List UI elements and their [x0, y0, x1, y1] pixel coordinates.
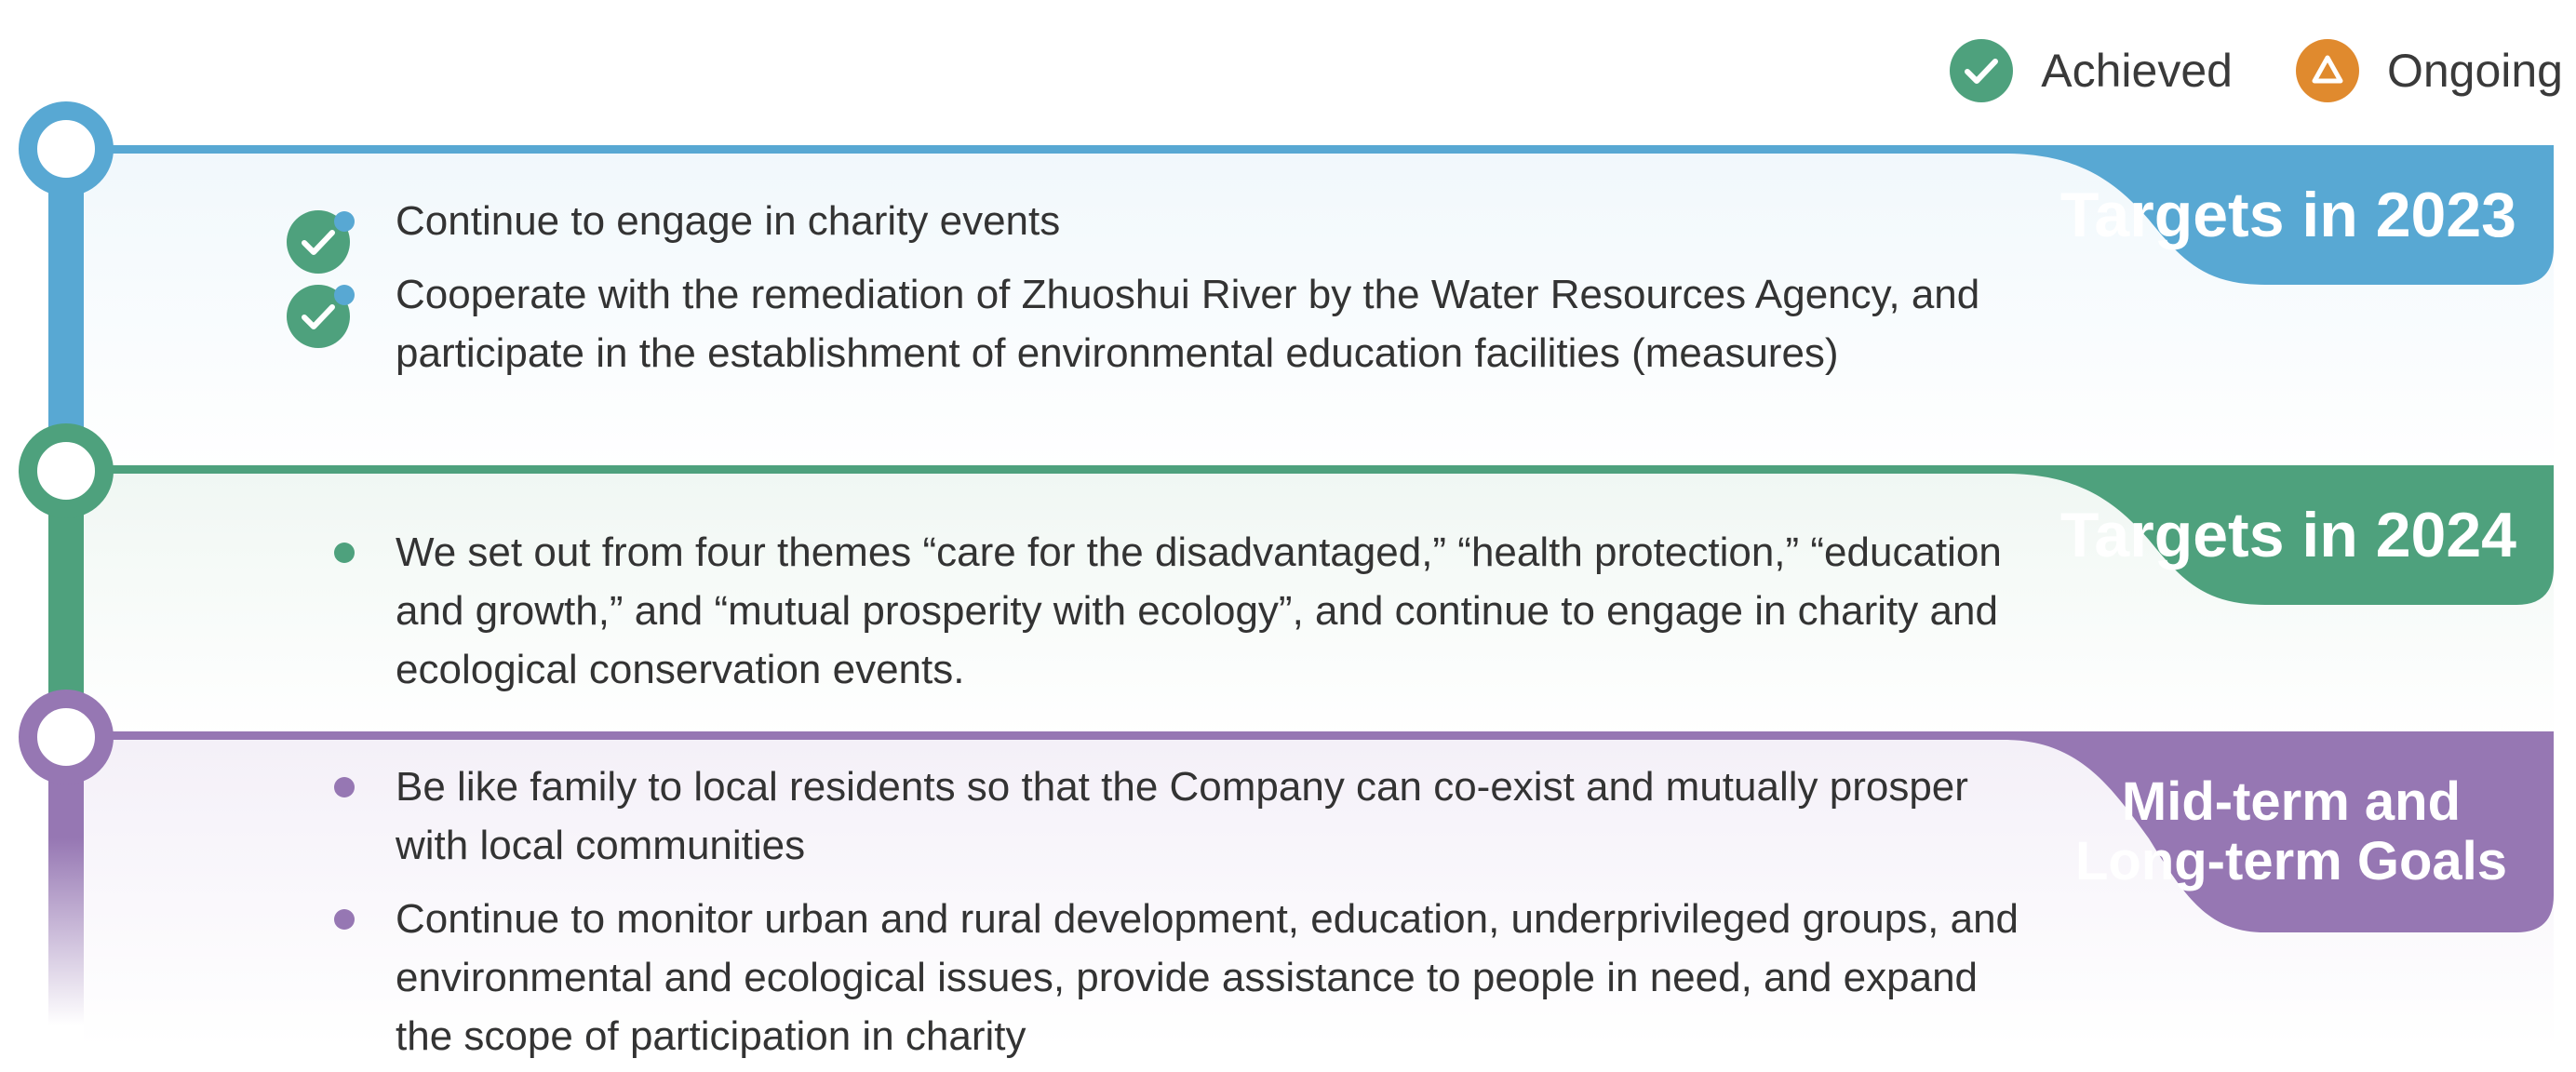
section-2024 — [84, 465, 2554, 737]
triangle-circle-icon — [2296, 39, 2359, 102]
list-item-text: Continue to engage in charity events — [396, 198, 1061, 244]
list-item — [396, 192, 2099, 250]
bullet-dot — [334, 777, 355, 797]
list-item — [396, 265, 2099, 382]
section-midterm-list — [396, 757, 2033, 1065]
list-item — [396, 890, 2033, 1065]
section-midterm-title — [2075, 772, 2507, 891]
legend-label-achieved: Achieved — [2041, 45, 2233, 97]
list-item-text: We set out from four themes “care for the disadvantaged,” “health protection,” “education and growth,” and “mutual prosperity with ecology”, and continue to engage in charity and ecological conservation events. — [396, 529, 2002, 692]
list-item — [396, 757, 2033, 875]
legend — [1886, 37, 2563, 104]
section-2024-title: Targets in 2024 — [2059, 500, 2516, 570]
check-circle-icon — [1950, 39, 2013, 102]
timeline-node-midterm — [19, 690, 114, 784]
list-item-text: Cooperate with the remediation of Zhuoshui River by the Water Resources Agency, and participate in the establishment of environmental education facilities (measures) — [396, 272, 1980, 376]
timeline-node-2023 — [19, 101, 114, 196]
section-midterm-title-line2: Long-term Goals — [2074, 830, 2507, 891]
section-2023-title: Targets in 2023 — [2059, 180, 2516, 250]
legend-item-ongoing — [2296, 39, 2563, 102]
timeline-node-2024 — [19, 423, 114, 518]
bullet-dot — [334, 909, 355, 930]
bullet-dot — [334, 285, 355, 305]
bullet-dot — [334, 543, 355, 563]
section-2024-list — [396, 523, 2052, 699]
section-midterm — [84, 731, 2554, 1059]
legend-item-achieved — [1950, 39, 2233, 102]
list-item — [396, 523, 2052, 699]
list-item-text: Be like family to local residents so that the Company can co-exist and mutually prosper with local communities — [396, 764, 1968, 868]
section-midterm-title-line1: Mid-term and — [2121, 771, 2462, 832]
section-2023-list — [396, 192, 2099, 382]
list-item-text: Continue to monitor urban and rural development, education, underprivileged groups, and environmental and ecological issues, provide assistance to people in need, and expand the scope of participation in charity — [396, 896, 2019, 1059]
section-2023 — [84, 145, 2554, 471]
bullet-dot — [334, 211, 355, 232]
legend-label-ongoing: Ongoing — [2386, 45, 2563, 97]
